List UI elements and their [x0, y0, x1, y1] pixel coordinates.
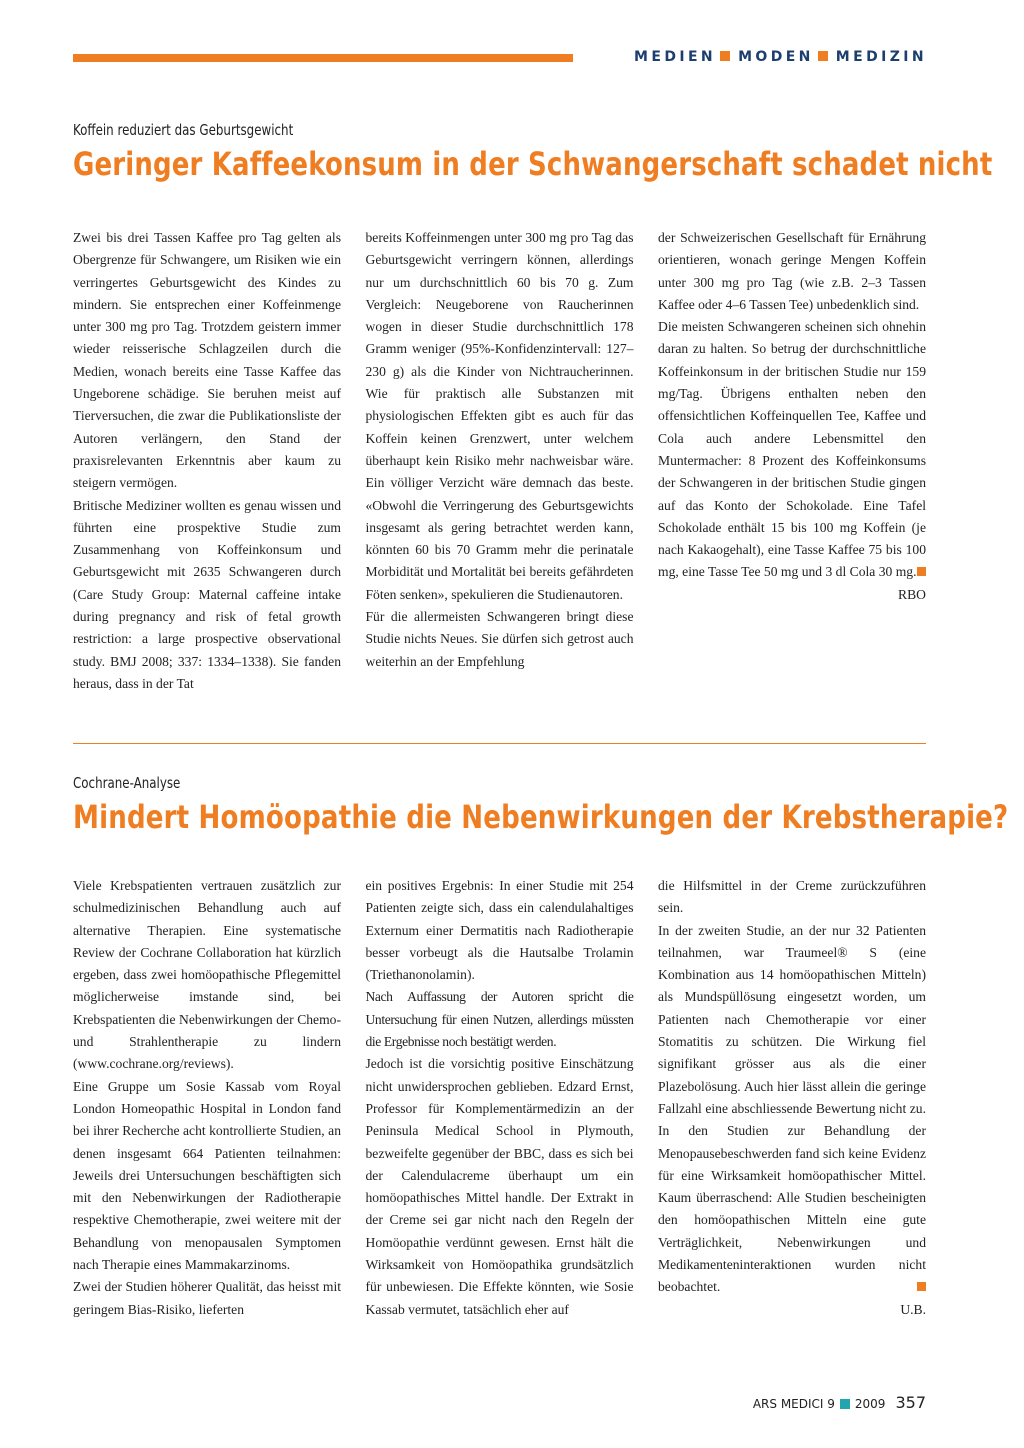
journal-name: ARS MEDICI 9 [752, 1397, 835, 1411]
body-column-2 [366, 227, 634, 695]
paragraph: Eine Gruppe um Sosie Kassab vom Royal London Homeopathic Hospital in London fand bei ihrer Recherche acht kontrollierte Studien, an denen insgesamt 664 Patienten teilnahmen: Jeweils drei Untersuchungen beschäftigten sich mit den Nebenwirkungen der Radiotherapie respektive Chemotherapie, zwei weitere mit der Behandlung von menopausalen Symptomen nach Therapie eines Mammakarzinoms. [73, 1078, 341, 1273]
article-body [73, 875, 926, 1321]
body-column-2 [366, 875, 634, 1321]
article-divider [73, 743, 926, 744]
paragraph: der Schweizerischen Gesellschaft für Ernährung orientieren, wonach geringe Mengen Koffein unter 300 mg pro Tag (wie z.B. 2–3 Tassen Kaffee oder 4–6 Tassen Tee) unbedenklich sind. [658, 230, 926, 312]
footer-separator [840, 1399, 850, 1409]
paragraph: bereits Koffeinmengen unter 300 mg pro Tag das Geburtsgewicht verringern können, allerdings nur um durchschnittlich 60 bis 70 g. Zum Vergleich: Neugeborene von Raucherinnen wogen in dieser Studie durchschnittlich 178 Gramm weniger (95%-Konfidenzintervall: 127–230 g) als die Kinder von Nichtraucherinnen. Wie für praktisch alle Substanzen mit physiologischen Effekten gibt es auch für das Koffein keinen Grenzwert, unter welchem überhaupt kein Risiko mehr nachweisbar wäre. Ein völliger Verzicht wäre demnach das beste. «Obwohl die Verringerung des Geburtsgewichts insgesamt als gering betrachtet werden kann, könnten 60 bis 70 Gramm mehr die perinatale Morbidität und Mortalität bei bereits gefährdeten Föten senken», spekulieren die Studienautoren. [365, 230, 634, 602]
end-mark-icon [917, 567, 926, 576]
article-overline: Koffein reduziert das Geburtsgewicht [73, 121, 294, 139]
kicker-separator [720, 51, 730, 61]
page-footer [753, 1393, 926, 1412]
paragraph: Jedoch ist die vorsichtig positive Einschätzung nicht unwidersprochen geblieben. Edzard Ernst, Professor für Komplementärmedizin an der Peninsula Medical School in Plymouth, bezweifelte gegenüber der BBC, dass es sich bei der Calendulacreme überhaupt um ein homöopathisches Mittel handle. Der Extrakt in der Creme sei gar nicht nach den Regeln der Homöopathie verdünnt gewesen. Ernst hält die Wirksamkeit von Homöopathika grundsätzlich für unbewiesen. Die Effekte könnten, wie Sosie Kassab vermutet, tatsächlich eher auf [365, 1056, 634, 1317]
paragraph: Britische Mediziner wollten es genau wissen und führten eine prospektive Studie zum Zusammenhang von Koffeinkonsum und Geburtsgewicht mit 2635 Schwangeren durch (Care Study Group: Maternal caffeine intake during pregnancy and risk of fetal growth restriction: a large prospective observational study. BMJ 2008; 337: 1334–1338). Sie fanden heraus, dass in der Tat [73, 497, 341, 691]
article-headline: Geringer Kaffeekonsum in der Schwangerschaft schadet nicht [73, 145, 993, 183]
article-homeopathy [73, 774, 1009, 1317]
kicker-medien: MEDIEN [634, 49, 717, 65]
page-number: 357 [895, 1393, 926, 1412]
article-overline: Cochrane-Analyse [73, 774, 181, 792]
paragraph-text: Die meisten Schwangeren scheinen sich ohnehin daran zu halten. So betrug der durchschnittliche Koffeinkonsum in der britischen Studie nur 159 mg/Tag. Übrigens enthalten neben den offensichtlichen Koffeinquellen Tee, Kaffee und Cola auch andere Lebensmittel den Muntermacher: 8 Prozent des Koffeinkonsums der Schwangeren in der britischen Studie gingen auf das Konto der Schokolade. Eine Tafel Schokolade enthält 15 bis 100 mg Koffein (je nach Kakaogehalt), eine Tasse Kaffee 75 bis 100 mg, eine Tasse Tee 50 mg und 3 dl Cola 30 mg. [658, 319, 926, 580]
body-column-3 [658, 227, 926, 695]
paragraph [658, 920, 926, 1299]
header-rule [73, 54, 573, 62]
paragraph: Für die allermeisten Schwangeren bringt diese Studie nichts Neues. Sie dürfen sich getrost auch weiterhin an der Empfehlung [365, 609, 634, 669]
body-column-1 [73, 227, 341, 695]
article-coffee [73, 121, 993, 691]
paragraph: Zwei bis drei Tassen Kaffee pro Tag gelten als Obergrenze für Schwangere, um Risiken wie ein verringertes Geburtsgewicht des Kindes zu mindern. Sie entsprechen einer Koffeinmenge unter 300 mg pro Tag. Trotzdem geistern immer wieder reisserische Schlagzeilen durch die Medien, wonach bereits eine Tasse Kaffee das Ungeborene schädige. Sie beruhen meist auf Tierversuchen, die zwar die Publikationsliste der Autoren verlängern, den Stand der praxisrelevanten Erkenntnis aber kaum zu steigern vermögen. [73, 230, 341, 491]
issue-year: 2009 [854, 1397, 886, 1411]
paragraph: Zwei der Studien höherer Qualität, das heisst mit geringem Bias-Risiko, lieferten [73, 1279, 341, 1317]
paragraph-text: In der zweiten Studie, an der nur 32 Patienten teilnahmen, war Traumeel® S (eine Kombination aus 14 homöopathischen Mitteln) als Mundspüllösung eingesetzt worden, um Patienten nach Chemotherapie vor einer Stomatitis zu schützen. Die Wirkung fiel signifikant grösser aus als die einer Plazebolösung. Auch hier lässt allein die geringe Fallzahl eine abschliessende Bewertung nicht zu. In den Studien zur Behandlung der Menopausebeschwerden fand sich keine Evidenz für eine Wirksamkeit homöopathischer Mittel. Kaum überraschend: Alle Studien bescheinigten den homöopathischen Mitteln eine gute Verträglichkeit, Nebenwirkungen und Medikamenteninteraktionen wurden nicht beobachtet. [658, 922, 926, 1295]
kicker-medizin: MEDIZIN [835, 49, 927, 65]
body-column-3 [658, 875, 926, 1321]
paragraph: die Hilfsmittel in der Creme zurückzuführen sein. [658, 878, 926, 916]
paragraph [658, 316, 926, 584]
paragraph: ein positives Ergebnis: In einer Studie mit 254 Patienten zeigte sich, dass ein calendulahaltiges Externum einer Dermatitis nach Radiotherapie besser vorbeugt als die Hautsalbe Trolamin (Triethanonolamin). [365, 878, 634, 983]
article-headline: Mindert Homöopathie die Nebenwirkungen der Krebstherapie? [73, 798, 1009, 836]
body-column-1 [73, 875, 341, 1321]
author-signature: U.B. [900, 1301, 926, 1317]
end-mark-icon [917, 1282, 926, 1291]
kicker-separator [818, 51, 828, 61]
kicker-moden: MODEN [738, 49, 814, 65]
article-body [73, 227, 926, 695]
section-kicker [634, 49, 927, 65]
paragraph: Nach Auffassung der Autoren spricht die Untersuchung für einen Nutzen, allerdings müssten die Ergebnisse noch bestätigt werden. [365, 989, 634, 1050]
paragraph: Viele Krebspatienten vertrauen zusätzlich zur schulmedizinischen Behandlung auch auf alternative Therapien. Eine systematische Review der Cochrane Collaboration hat kürzlich ergeben, dass zwei homöopathische Pflegemittel möglicherweise imstande sind, bei Krebspatienten die Nebenwirkungen der Chemo- und Strahlentherapie zu lindern (www.cochrane.org/reviews). [73, 878, 341, 1072]
author-signature: RBO [898, 586, 926, 602]
